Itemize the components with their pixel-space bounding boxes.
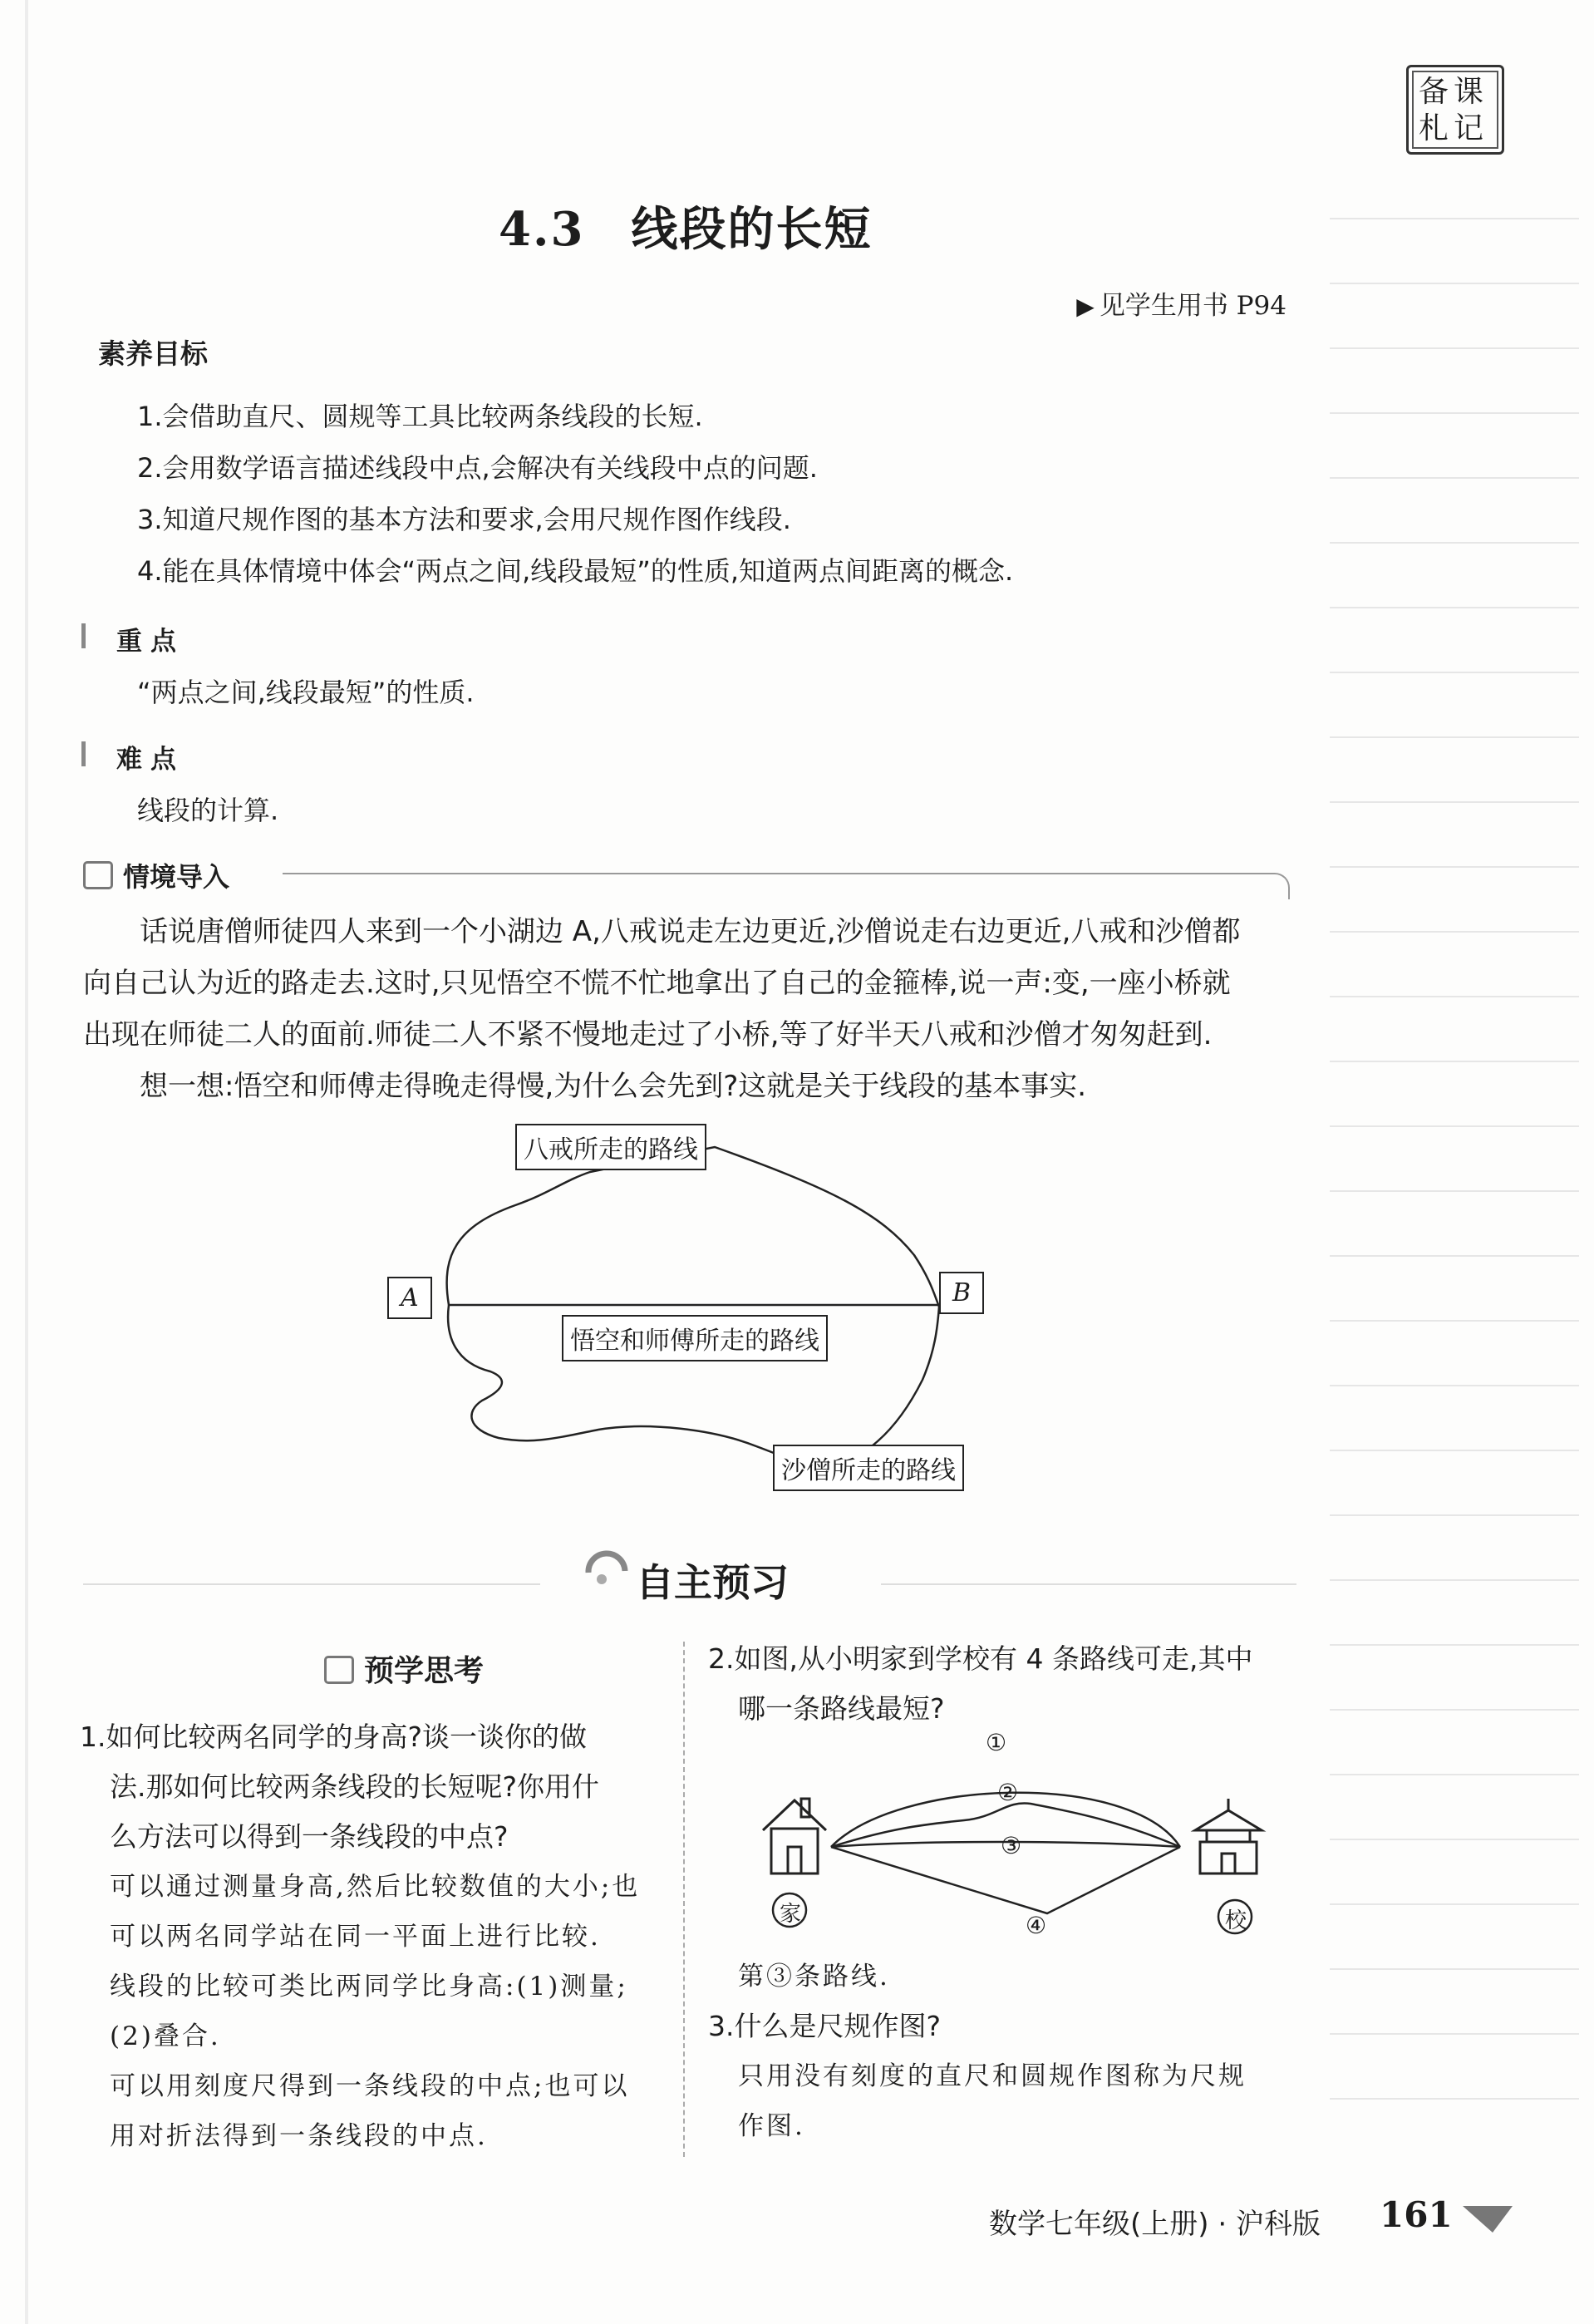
goal-item: 4.能在具体情境中体会“两点之间,线段最短”的性质,知道两点间距离的概念. bbox=[137, 555, 1014, 587]
page-title bbox=[499, 193, 872, 259]
route-3-label: ③ bbox=[1001, 1832, 1022, 1859]
q1-answer-line: 可以用刻度尺得到一条线段的中点;也可以 bbox=[110, 2071, 630, 2101]
page-number: 161 bbox=[1380, 2194, 1453, 2235]
page-corner-arrow-icon bbox=[1459, 2194, 1518, 2236]
route-1-label: ① bbox=[986, 1729, 1007, 1756]
shaseng-route-label: 沙僧所走的路线 bbox=[773, 1445, 964, 1491]
wukong-route-label: 悟空和师傅所走的路线 bbox=[562, 1315, 828, 1361]
q1-answer-line: 线段的比较可类比两同学比身高:(1)测量; bbox=[110, 1972, 628, 2001]
intro-question: 想一想:悟空和师傅走得晚走得慢,为什么会先到?这就是关于线段的基本事实. bbox=[140, 1070, 1087, 1103]
intro-icon bbox=[83, 861, 113, 889]
point-a-label: A bbox=[387, 1277, 432, 1319]
q2-answer: 第③条路线. bbox=[738, 1962, 890, 1992]
preview-thinking-text: 预学思考 bbox=[364, 1654, 485, 1688]
q1-line: 么方法可以得到一条线段的中点? bbox=[110, 1820, 509, 1853]
section-title: 线段的长短 bbox=[631, 203, 873, 257]
goal-item: 3.知道尺规作图的基本方法和要求,会用尺规作图作线段. bbox=[137, 504, 791, 535]
intro-paragraph-line-3: 出现在师徒二人的面前.师徒二人不紧不慢地走过了小桥,等了好半天八戒和沙僧才匆匆赶到. bbox=[83, 1018, 1213, 1051]
key-point-text: “两点之间,线段最短”的性质. bbox=[137, 677, 475, 708]
intro-heading bbox=[83, 856, 229, 894]
lesson-notes-badge bbox=[1406, 65, 1504, 155]
q2-line: 哪一条路线最短? bbox=[738, 1692, 945, 1725]
q1-answer-line: (2)叠合. bbox=[110, 2021, 221, 2051]
intro-divider bbox=[283, 873, 1290, 899]
goal-item: 1.会借助直尺、圆规等工具比较两条线段的长短. bbox=[137, 401, 703, 432]
q3-answer-line: 作图. bbox=[738, 2111, 805, 2141]
intro-heading-text: 情境导入 bbox=[123, 861, 230, 893]
q1-answer-line: 可以两名同学站在同一平面上进行比较. bbox=[110, 1922, 601, 1952]
section-number: 4.3 bbox=[499, 202, 585, 257]
route-2-label: ② bbox=[997, 1779, 1019, 1806]
q1-line: 1.如何比较两名同学的身高?谈一谈你的做 bbox=[80, 1721, 588, 1753]
q2-line: 2.如图,从小明家到学校有 4 条路线可走,其中 bbox=[708, 1642, 1253, 1675]
key-point-bar bbox=[81, 623, 86, 648]
difficult-point-heading: 难点 bbox=[116, 745, 184, 775]
bajie-route-label: 八戒所走的路线 bbox=[515, 1124, 706, 1170]
q1-answer-line: 用对折法得到一条线段的中点. bbox=[110, 2121, 488, 2151]
page-edge bbox=[25, 0, 28, 2324]
banner-rule-left bbox=[83, 1583, 540, 1585]
banner-rule-right bbox=[881, 1583, 1296, 1585]
difficult-point-bar bbox=[81, 741, 86, 766]
school-label: 校 bbox=[1225, 1908, 1247, 1933]
q1-line: 法.那如何比较两条线段的长短呢?你用什 bbox=[110, 1770, 600, 1803]
self-study-icon bbox=[582, 1546, 632, 1596]
difficult-point-text: 线段的计算. bbox=[137, 795, 279, 826]
goals-heading: 素养目标 bbox=[98, 337, 208, 370]
goal-item: 2.会用数学语言描述线段中点,会解决有关线段中点的问题. bbox=[137, 452, 818, 484]
intro-paragraph-line-2: 向自己认为近的路走去.这时,只见悟空不慌不忙地拿出了自己的金箍棒,说一声:变,一座小桥就 bbox=[83, 967, 1231, 1000]
footer-book-title: 数学七年级(上册) · 沪科版 bbox=[989, 2208, 1321, 2241]
q3-answer-line: 只用没有刻度的直尺和圆规作图称为尺规 bbox=[738, 2061, 1247, 2091]
home-label: 家 bbox=[780, 1902, 802, 1927]
point-b-label: B bbox=[939, 1272, 984, 1314]
school-icon bbox=[1195, 1799, 1262, 1873]
column-divider bbox=[683, 1642, 685, 2157]
student-book-reference: ▶ 见学生用书 P94 bbox=[1076, 284, 1287, 322]
self-study-heading: 自主预习 bbox=[636, 1560, 789, 1605]
q3-line: 3.什么是尺规作图? bbox=[708, 2010, 942, 2042]
home-icon bbox=[763, 1799, 826, 1873]
preview-thinking-icon bbox=[324, 1656, 354, 1684]
preview-thinking-heading bbox=[324, 1647, 484, 1690]
key-point-heading: 重点 bbox=[116, 627, 184, 657]
intro-paragraph-line-1: 话说唐僧师徒四人来到一个小湖边 A,八戒说走左边更近,沙僧说走右边更近,八戒和沙僧都 bbox=[140, 915, 1241, 948]
bajie-route bbox=[447, 1147, 939, 1307]
q1-answer-line: 可以通过测量身高,然后比较数值的大小;也 bbox=[110, 1872, 641, 1902]
badge-line-1: 备课 bbox=[1419, 75, 1489, 109]
route-4-label: ④ bbox=[1026, 1912, 1047, 1939]
badge-line-2: 札记 bbox=[1419, 111, 1489, 145]
